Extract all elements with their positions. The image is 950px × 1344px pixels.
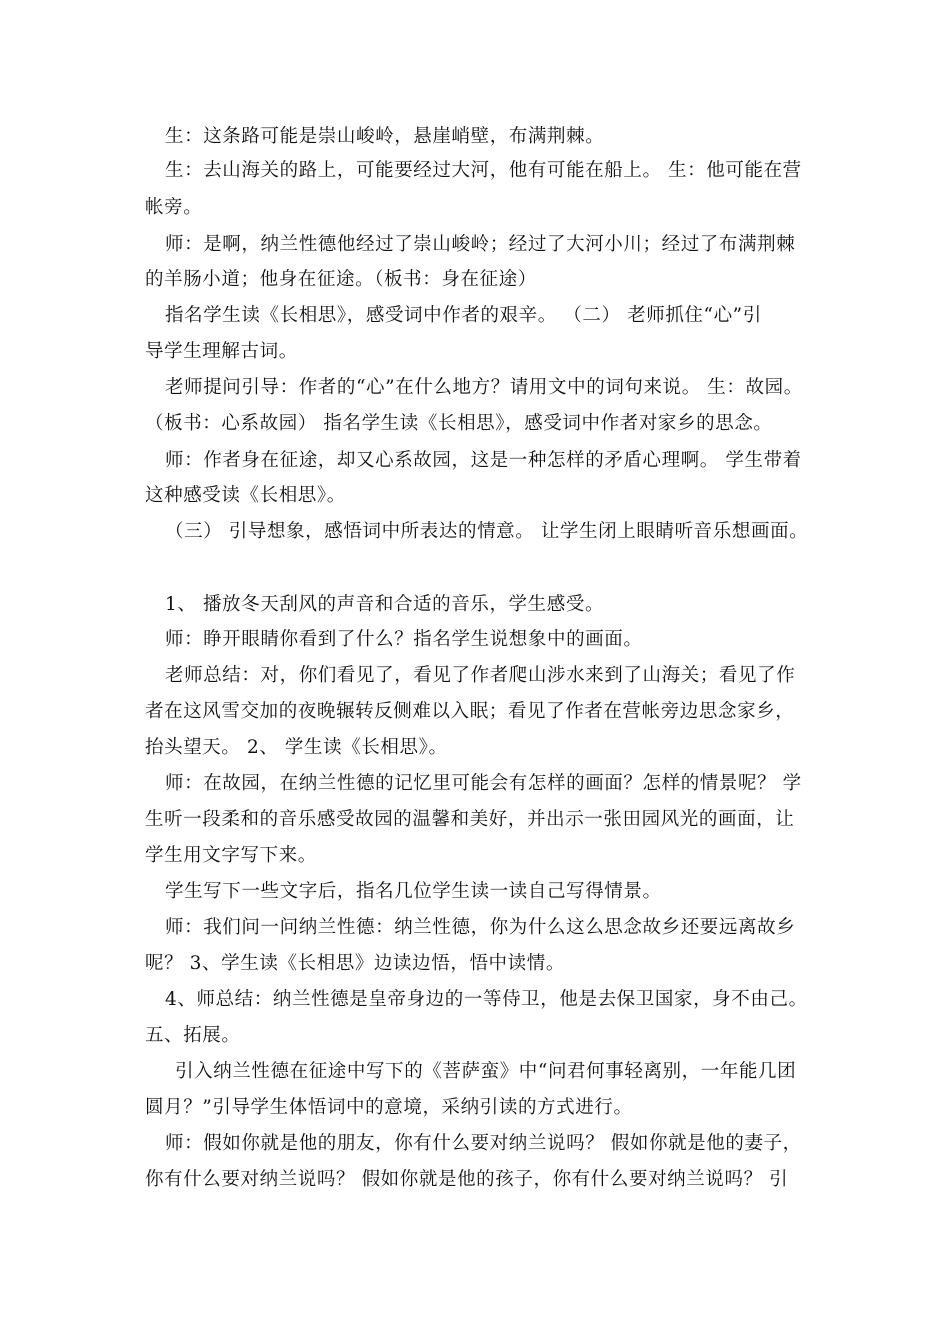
text-line: 抬头望天。 2、 学生读《长相思》。 [145,737,448,758]
text-line: 者在这风雪交加的夜晚辗转反侧难以入眠；看见了作者在营帐旁边思念家乡， [145,701,795,722]
text-line: 你有什么要对纳兰说吗？ 假如你就是他的孩子，你有什么要对纳兰说吗？ 引 [145,1169,789,1190]
text-line: 这种感受读《长相思》。 [145,485,346,506]
text-line: 老师总结：对，你们看见了，看见了作者爬山涉水来到了山海关；看见了作 [165,665,796,686]
text-line: 师：在故园，在纳兰性德的记忆里可能会有怎样的画面？怎样的情景呢？ 学 [165,773,802,794]
text-line: 1、 播放冬天刮风的声音和合适的音乐，学生感受。 [165,594,605,615]
section-heading: 五、拓展。 [145,1025,241,1046]
text-line: 生：这条路可能是崇山峻岭，悬崖峭壁，布满荆棘。 [165,126,605,147]
text-line: 学生用文字写下来。 [145,845,317,866]
text-line: 师：是啊，纳兰性德他经过了崇山峻岭；经过了大河小川；经过了布满荆棘 [165,234,796,255]
text-line: 老师提问引导：作者的“心”在什么地方？请用文中的词句来说。 生：故园。 [165,377,803,398]
text-line: 师：睁开眼睛你看到了什么？指名学生说想象中的画面。 [165,629,643,650]
text-line: 4、师总结：纳兰性德是皇帝身边的一等侍卫，他是去保卫国家，身不由己。 [165,989,808,1010]
text-line: 导学生理解古词。 [145,341,298,362]
text-line: 师：作者身在征途，却又心系故园，这是一种怎样的矛盾心理啊。 学生带着 [165,450,802,471]
text-line: 呢？ 3、学生读《长相思》边读边悟，悟中读情。 [145,953,565,974]
text-line: 圆月？”引导学生体悟词中的意境，采纳引读的方式进行。 [145,1097,633,1118]
text-line: （三） 引导想象，感悟词中所表达的情意。 让学生闭上眼睛听音乐想画面。 [165,521,809,542]
text-line: 引入纳兰性德在征途中写下的《菩萨蛮》中“问君何事轻离别，一年能几团 [175,1061,797,1082]
text-line: 帐旁。 [145,197,203,218]
text-line: 学生写下一些文字后，指名几位学生读一读自己写得情景。 [165,881,662,902]
text-line: 的羊肠小道；他身在征途。（板书：身在征途） [145,269,537,290]
text-line: 指名学生读《长相思》，感受词中作者的艰辛。 （二） 老师抓住“心”引 [165,305,762,326]
text-line: 师：我们问一问纳兰性德：纳兰性德，你为什么这么思念故乡还要远离故乡 [165,917,796,938]
text-line: 师：假如你就是他的朋友，你有什么要对纳兰说吗？ 假如你就是他的妻子， [165,1133,802,1154]
text-line: 生：去山海关的路上，可能要经过大河，他有可能在船上。 生：他可能在营 [165,160,802,181]
text-line: 生听一段柔和的音乐感受故园的温馨和美好，并出示一张田园风光的画面，让 [145,809,795,830]
text-line: （板书：心系故园） 指名学生读《长相思》，感受词中作者对家乡的思念。 [145,413,773,434]
